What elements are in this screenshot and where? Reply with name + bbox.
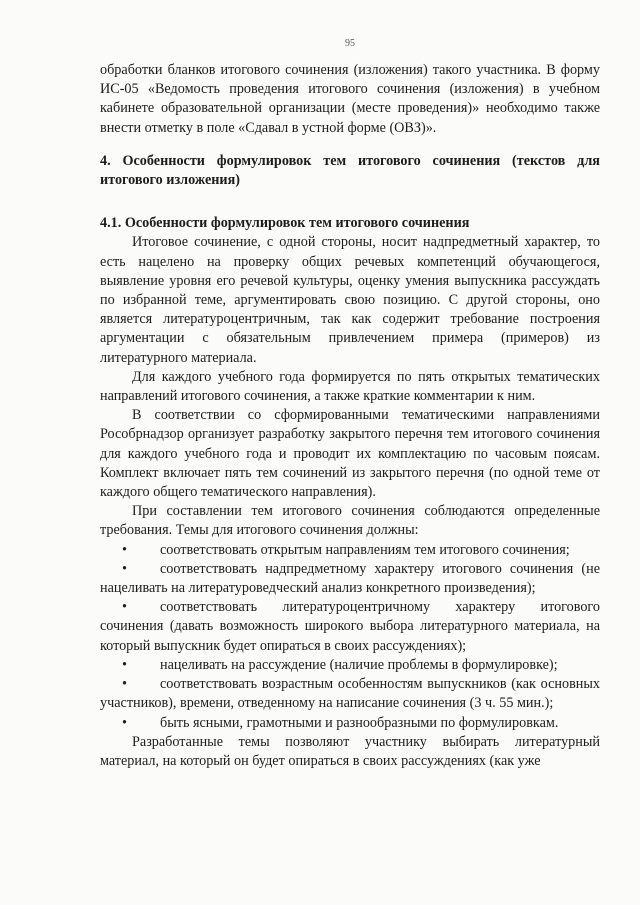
subsection-heading: 4.1. Особенности формулировок тем итогового сочинения	[100, 215, 470, 232]
intro-paragraph: обработки бланков итогового сочинения (изложения) такого участника. В форму ИС-05 «Ведомость проведения итогового сочинения (изложения) в учебном кабинете образовательной организации (месте проведения)» необходимо также внести отметку в поле «Сдавал в устной форме (ОВЗ)».	[100, 62, 600, 136]
section-heading: 4. Особенности формулировок тем итогового сочинения (текстов для итогового изложения)	[100, 152, 600, 189]
list-item-text: соответствовать возрастным особенностям выпускников (как основных участников), времени, отведенному на написание сочинения (3 ч. 55 мин.);	[100, 676, 600, 712]
list-item	[100, 656, 600, 675]
bullet-icon: •	[122, 656, 127, 673]
bullet-icon: •	[122, 560, 127, 577]
list-item	[100, 675, 600, 713]
body-paragraph: Итоговое сочинение, с одной стороны, носит надпредметный характер, то есть нацелено на проверку общих речевых компетенций обучающегося, выявление уровня его речевой культуры, оценку умения выпускника рассуждать по избранной теме, аргументировать свою позицию. С другой стороны, оно является литературоцентричным, так как содержит требование построения аргументации с обязательным привлечением примера (примеров) из литературного материала.	[100, 234, 600, 366]
bullet-icon: •	[122, 599, 127, 616]
list-item-text: нацеливать на рассуждение (наличие проблемы в формулировке);	[160, 656, 558, 673]
list-item-text: соответствовать надпредметному характеру итогового сочинения (не нацеливать на литературоведческий анализ конкретного произведения);	[100, 560, 600, 597]
body-paragraph: Для каждого учебного года формируется по пять открытых тематических направлений итогового сочинения, а также краткие комментарии к ним.	[100, 368, 600, 405]
requirements-list	[100, 541, 600, 733]
bullet-icon: •	[122, 676, 127, 693]
list-item	[100, 541, 600, 560]
bullet-icon: •	[122, 541, 127, 558]
list-item-text: соответствовать литературоцентричному характеру итогового сочинения (давать возможность широкого выбора литературного материала, на который выпускник будет опираться в своих рассуждениях);	[100, 599, 600, 654]
closing-paragraph: Разработанные темы позволяют участнику выбирать литературный материал, на который он будет опираться в своих рассуждениях (как уже	[100, 733, 600, 769]
bullet-icon: •	[122, 714, 127, 731]
list-item	[100, 560, 600, 598]
list-item	[100, 714, 600, 733]
body-paragraph: При составлении тем итогового сочинения соблюдаются определенные требования. Темы для итогового сочинения должны:	[100, 503, 600, 539]
list-item	[100, 598, 600, 656]
list-item-text: соответствовать открытым направлениям тем итогового сочинения;	[160, 541, 570, 558]
page-number: 95	[345, 38, 355, 49]
list-item-text: быть ясными, грамотными и разнообразными по формулировкам.	[160, 714, 559, 731]
body-paragraph: В соответствии со сформированными тематическими направлениями Рособрнадзор организует разработку закрытого перечня тем итогового сочинения для каждого учебного года и проводит их комплектацию по часовым поясам. Комплект включает пять тем сочинений из закрытого перечня (по одной теме от каждого общего тематического направления).	[100, 407, 600, 501]
